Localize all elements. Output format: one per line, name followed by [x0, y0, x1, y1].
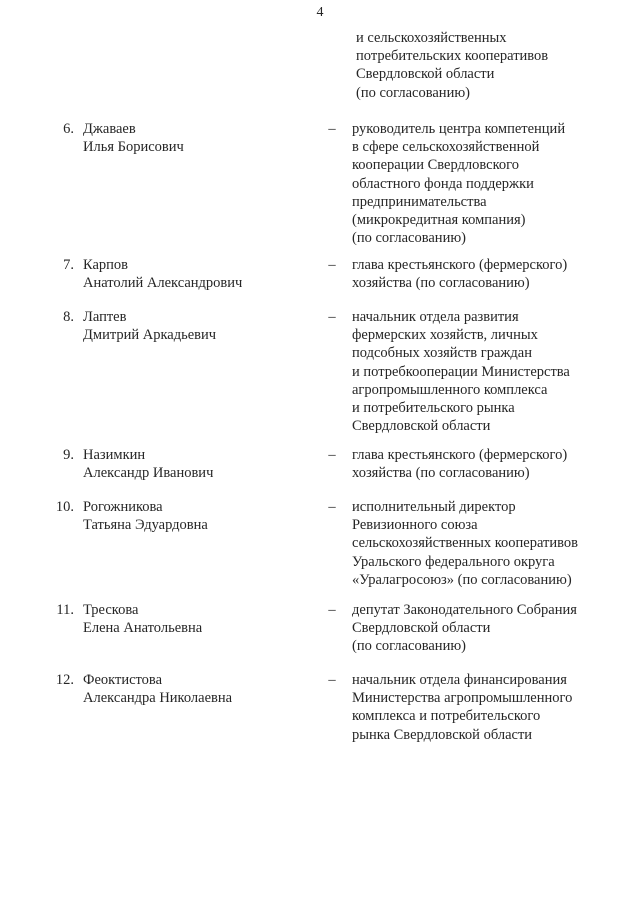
entry-number: 12.	[55, 672, 74, 688]
surname: Назимкин	[83, 447, 146, 463]
role-line: начальник отдела финансирования	[352, 672, 567, 688]
surname: Феоктистова	[83, 672, 163, 688]
role-line: (по согласованию)	[352, 230, 466, 247]
role-line: руководитель центра компетенций	[352, 121, 566, 137]
role-line: Ревизионного союза	[352, 517, 478, 534]
role-line: исполнительный директор	[352, 499, 516, 515]
member-name	[83, 446, 313, 482]
entry-number: 11.	[56, 602, 74, 618]
role-line: фермерских хозяйств, личных	[352, 327, 538, 344]
role-line: глава крестьянского (фермерского)	[352, 257, 568, 273]
separator-dash: –	[328, 499, 336, 515]
surname: Трескова	[83, 602, 139, 618]
member-name	[83, 671, 313, 707]
surname: Карпов	[83, 257, 129, 273]
entry-number: 9.	[63, 447, 74, 463]
member-name	[83, 120, 313, 156]
role-line: потребительских кооперативов	[356, 48, 549, 65]
member-name	[83, 601, 313, 637]
role-line: «Уралагросоюз» (по согласованию)	[352, 571, 572, 588]
role-line: комплекса и потребительского	[352, 708, 541, 725]
entry-number: 8.	[63, 309, 74, 325]
role-line: и потребкооперации Министерства	[352, 363, 570, 380]
separator-dash: –	[328, 309, 336, 325]
role-line: (по согласованию)	[352, 638, 466, 655]
role-line: Уральского федерального округа	[352, 553, 555, 570]
role-line: депутат Законодательного Собрания	[352, 602, 577, 618]
given-names: Дмитрий Аркадьевич	[83, 327, 217, 344]
continued-role-text	[356, 29, 626, 102]
role-line: хозяйства (по согласованию)	[352, 275, 530, 292]
given-names: Татьяна Эдуардовна	[83, 517, 208, 534]
separator-dash: –	[328, 672, 336, 688]
member-name	[83, 256, 313, 292]
member-role	[352, 308, 632, 435]
role-line: (по согласованию)	[356, 84, 470, 101]
role-line: (микрокредитная компания)	[352, 212, 526, 229]
member-role	[352, 601, 632, 656]
role-line: и потребительского рынка	[352, 400, 515, 417]
member-name	[83, 308, 313, 344]
role-line: Министерства агропромышленного	[352, 690, 573, 707]
member-role	[352, 120, 632, 247]
entry-number: 10.	[55, 499, 74, 515]
member-role	[352, 256, 632, 292]
role-line: рынка Свердловской области	[352, 726, 533, 743]
given-names: Илья Борисович	[83, 139, 184, 156]
role-line: Свердловской области	[352, 418, 491, 435]
entry-number: 6.	[63, 121, 74, 137]
role-line: в сфере сельскохозяйственной	[352, 139, 540, 156]
given-names: Александр Иванович	[83, 465, 214, 482]
role-line: Свердловской области	[352, 620, 491, 637]
member-name	[83, 498, 313, 534]
role-line: и сельскохозяйственных	[356, 30, 507, 46]
role-line: хозяйства (по согласованию)	[352, 465, 530, 482]
member-role	[352, 498, 632, 589]
role-line: глава крестьянского (фермерского)	[352, 447, 568, 463]
member-role	[352, 446, 632, 482]
role-line: кооперации Свердловского	[352, 157, 519, 174]
role-line: подсобных хозяйств граждан	[352, 345, 532, 362]
member-role	[352, 671, 632, 744]
separator-dash: –	[328, 121, 336, 137]
role-line: предпринимательства	[352, 193, 487, 210]
given-names: Елена Анатольевна	[83, 620, 203, 637]
separator-dash: –	[328, 447, 336, 463]
surname: Лаптев	[83, 309, 127, 325]
page-number: 4	[316, 5, 324, 20]
role-line: сельскохозяйственных кооперативов	[352, 535, 578, 552]
surname: Рогожникова	[83, 499, 163, 515]
separator-dash: –	[328, 602, 336, 618]
role-line: начальник отдела развития	[352, 309, 519, 325]
entry-number: 7.	[63, 257, 74, 273]
role-line: областного фонда поддержки	[352, 175, 534, 192]
surname: Джаваев	[83, 121, 136, 137]
separator-dash: –	[328, 257, 336, 273]
given-names: Александра Николаевна	[83, 690, 233, 707]
role-line: Свердловской области	[356, 66, 495, 83]
role-line: агропромышленного комплекса	[352, 381, 548, 398]
given-names: Анатолий Александрович	[83, 275, 243, 292]
